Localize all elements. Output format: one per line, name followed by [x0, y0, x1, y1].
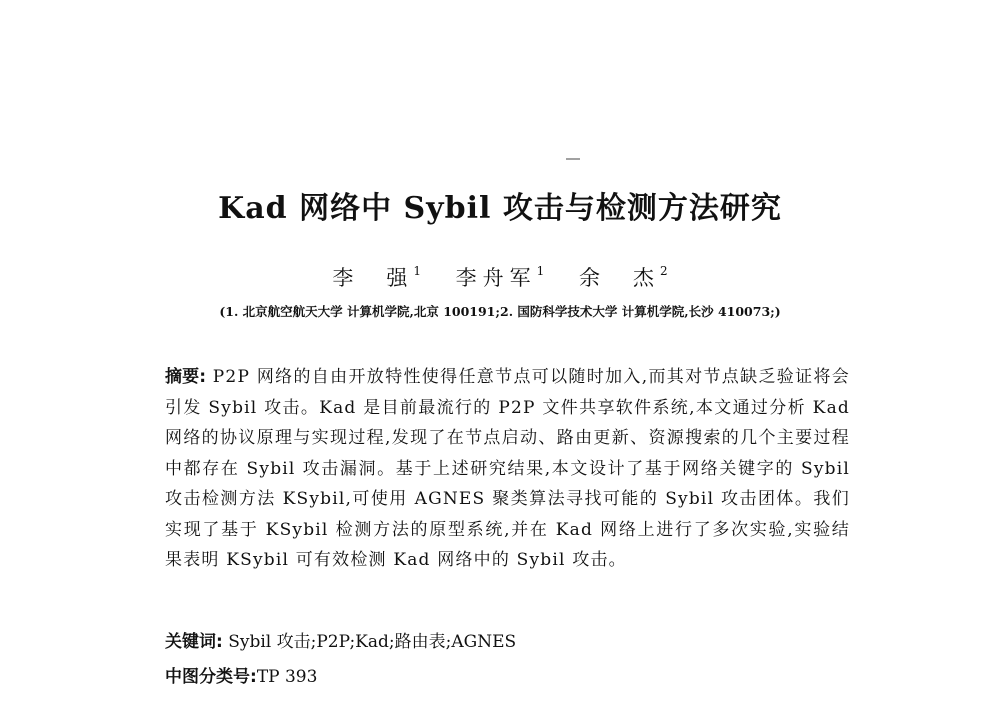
abstract-label: 摘要:: [165, 367, 207, 387]
author-li-zhoujun: [456, 262, 545, 292]
classification-text: TP 393: [256, 667, 318, 687]
author-affiliation-mark: 1: [413, 264, 421, 278]
affiliations: (1. 北京航空航天大学 计算机学院,北京 100191;2. 国防科学技术大学 计算机学院,长沙 410073;): [219, 304, 781, 319]
author-list: [0, 262, 1000, 292]
keywords: [165, 627, 516, 652]
paper-title: Kad 网络中 Sybil 攻击与检测方法研究: [218, 191, 782, 226]
keywords-label: 关键词:: [165, 632, 223, 652]
author-affiliation-mark: 1: [536, 264, 545, 278]
scan-speck: [566, 158, 580, 160]
author-name: 余 杰: [579, 266, 660, 290]
author-affiliation-mark: 2: [660, 264, 668, 278]
author-name: 李 强: [332, 266, 414, 290]
classification-label: 中图分类号:: [165, 667, 257, 687]
keywords-text: Sybil 攻击;P2P;Kad;路由表;AGNES: [222, 632, 517, 652]
classification-number: [165, 662, 317, 687]
author-name: 李舟军: [455, 266, 537, 290]
author-yu-jie: [579, 262, 668, 292]
abstract-text: P2P 网络的自由开放特性使得任意节点可以随时加入,而其对节点缺乏验证将会引发 Sybil 攻击。Kad 是目前最流行的 P2P 文件共享软件系统,本文通过分析 Kad 网络的协议原理与实现过程,发现了在节点启动、路由更新、资源搜索的几个主要过程中都存在 Sybil 攻击漏洞。基于上述研究结果,本文设计了基于网络关键字的 Sybil 攻击检测方法 KSybil,可使用 AGNES 聚类算法寻找可能的 Sybil 攻击团体。我们实现了基于 KSybil 检测方法的原型系统,并在 Kad 网络上进行了多次实验,实验结果表明 KSybil 可有效检测 Kad 网络中的 Sybil 攻击。: [165, 367, 850, 570]
author-li-qiang: [332, 262, 421, 292]
abstract: [165, 362, 850, 576]
